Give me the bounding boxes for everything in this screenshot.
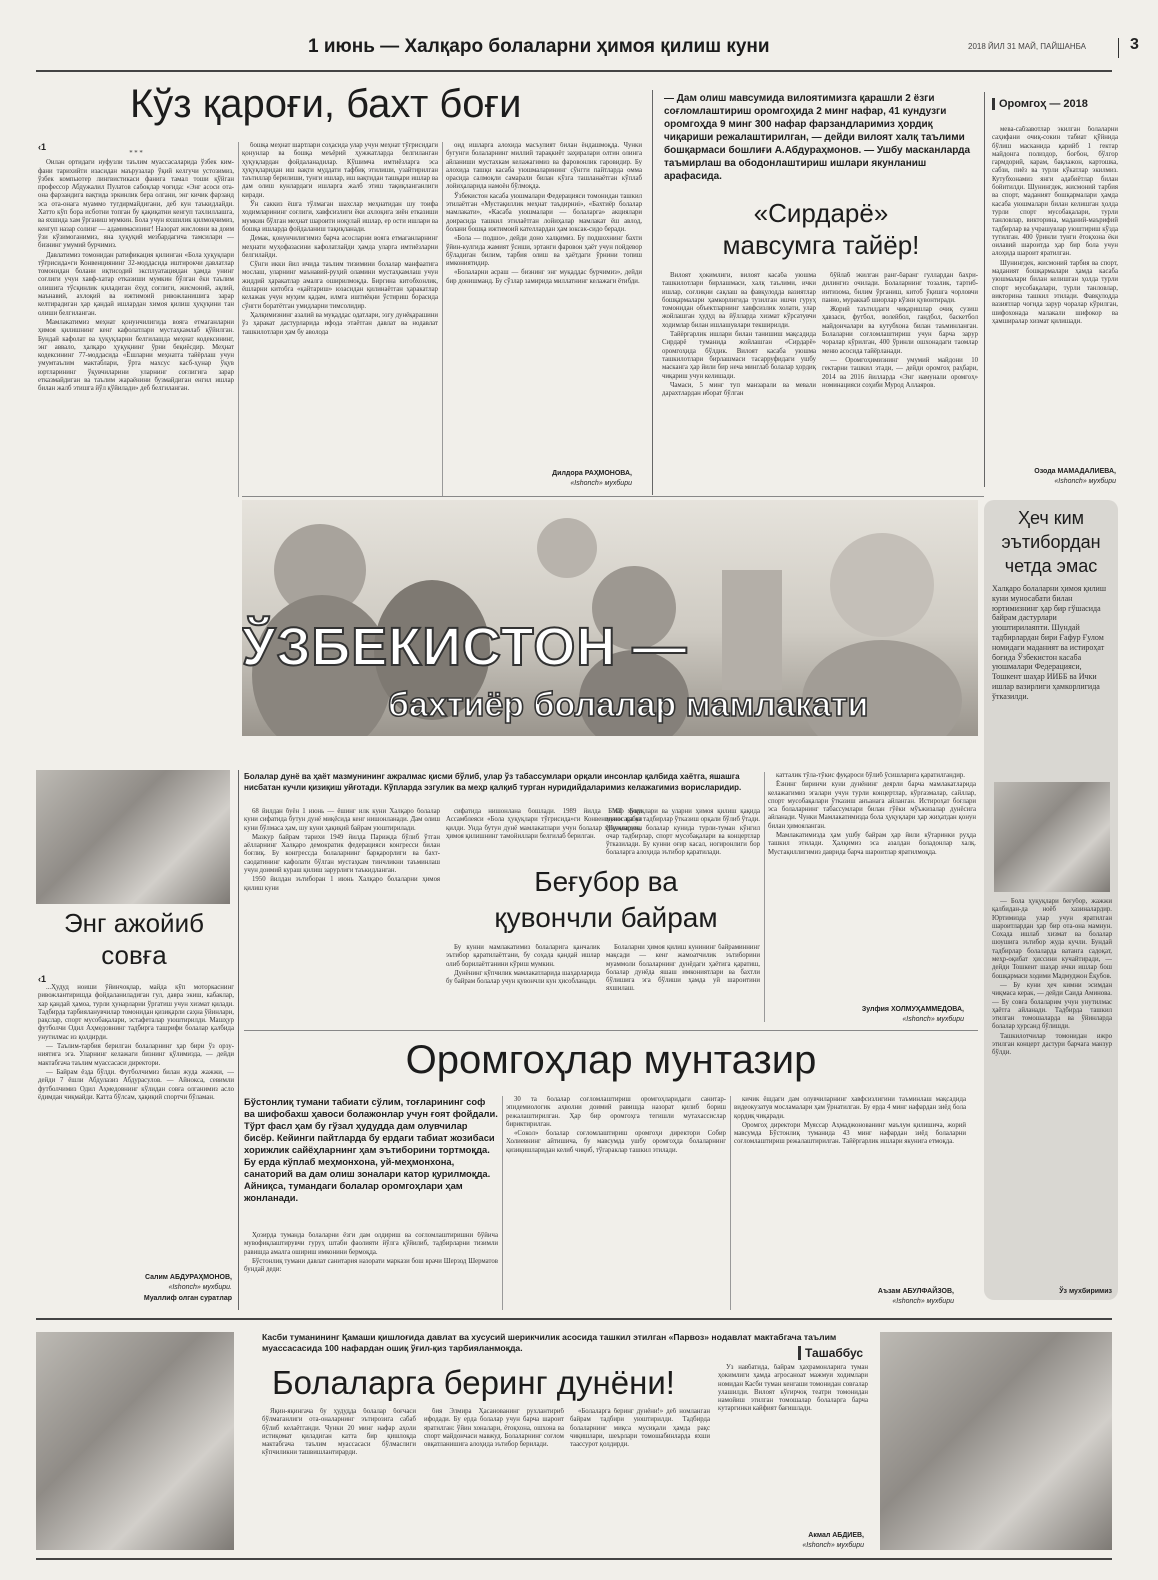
article3-photo-credit: Муаллиф олган суратлар [143, 1295, 232, 1302]
article2-col2 [822, 272, 978, 486]
article1-col2-para: Ўн саккиз ёшга тўлмаган шахслар меҳнатидан шу тоифа ходимларининг соғлиги, хавфсизлиги ёки ахлоқига зиён етказиши мумкин бўлган меҳнат шароити ноқулай ишлар, ер ости ишлари ва бошқа ишларда фойдаланиш тақиқланади. [242, 201, 438, 233]
header-divider [1118, 38, 1119, 58]
article4-col4-para: катталик тўла-тўкис фуқароси бўлиб ўсишларига қаратилгандир. [776, 772, 965, 779]
col-divider [730, 1096, 731, 1310]
article6-col3-para: «Болаларга беринг дунёни!» деб номланган байрам тадбири уюштирилди. Тадбирда болаларнинг миқса мусиқали ҳамда рақс чиқишлари, шеърлари томошабинларда яхши таассурот қолдирди. [570, 1408, 710, 1449]
page-header-date: 2018 ЙИЛ 31 МАЙ, ПАЙШАНБА [968, 42, 1086, 51]
sidebar1-byline: Озода МАМАДАЛИЕВА, [1034, 468, 1116, 475]
article4-col3 [606, 808, 760, 868]
article5-col1-para: Бўстонлиқ тумани давлат санитария назорати маркази бош врачи Шерзод Шерматов бундай деди: [244, 1257, 498, 1274]
article6-title: Болаларга беринг дунёни! [272, 1364, 675, 1401]
col-divider [652, 90, 653, 495]
article3-para: ...Ҳудуд ноиши ўйинчоқлар, майда кўп моторкаснинг ривожлантиришда фойдаланиладиган гул, давра экиш, кабаклар, хар қандай ҳамоа, турли ҳунарларни ўргатиш учун хизмат қилади. Тадбирда тарбияланувчилар томонидан қизиқарли саҳна ўйинлари, рақслар, спорт мусобақалари, эстафеталар уюштирилди. Машҳур футболчи Одил Аҳмедовнинг тадбирга ташрифи болалар қалбида унутилмас из қолдирди. [38, 984, 234, 1041]
article1-col3-para: «Болаларни асраш — бизнинг энг муқаддас бурчимиз», дейди бир донишманд. Бу сўзлар замирида миллатнинг келажаги ётибди. [446, 269, 642, 285]
article2-col1-para: Чамаси, 5 минг туп манзарали ва мевали дарахтлардан иборат бўлган [662, 381, 816, 398]
article6-col4 [718, 1364, 868, 1528]
article1-col1-para: Оилан ортидаги нуфузли таълим муассасаларида ўзбек ким-фани тарихийти изасидан маърузалар ўқий келгучи устозимиз, ўзбек компьютер лингвистикаси фанига тамал тоши қўйган профессор Абдужалил Пулатов сабоқлар чоғида: «Энг асоси ота-она фарзандига вақтида эркинлик бера олгани, энг кичик фарзанд эса ота-онага муаммо тугдирмайдигани, деб кун таъкидлайди. Хатто кўп бора исботни топган бу қақиқатни кенгуп тахлиллашга, ва яхшида хам ўрганиш мумкин. Бола учун яхшилик қилмоқчимиз, кенгуп назар солинг — адамимасизинг! Назорат жисловни ва доим ўзи кўзимоганимиз, яна ҳуқуқий мезбардагича тамсилари — бизнинг умумий бурчимиз. [38, 159, 234, 250]
article1-col3 [446, 142, 642, 470]
article6-col3 [570, 1408, 710, 1548]
sidebar2-para: — Бу куни ҳеч кимни эсимдан чиқмаса керак, — дейди Саида Аминова. — Бу совға болаларим учун унутилмас ҳаётга айланади. Тадбирда ташкил этилган томошаларда ва ўйинларда болалар ҳурсанд бўлишди. [992, 981, 1112, 1031]
article5-col3-para: Оромгоҳ директори Муяссар Аҳмаджонованинг маълум қилишича, жорий мавсумда Бўстонлиқ туманида 43 минг нафардан зиёд болаларни соғломлаштириш режалаштирилган. Тайёргарлик ишлари якунига етмоқда. [734, 1121, 966, 1146]
article3-byline: Салим АБДУРАҲМОНОВ, [145, 1274, 232, 1281]
child-photo [537, 518, 597, 578]
article5-col2-para: 30 та болалар соғломлаштириш оромгоҳларидаги санитар-эпидемиологик аҳволни доимий равишда назорат қилиб бориш режалаштирилган. Ҳар бир оромгоҳга тегишли мутахассислар бириктирилган. [506, 1096, 726, 1128]
article1-col3-para: Ўзбекистон касаба уюшмалари Федерацияси томонидан ташкил этилаётган «Мустақиллик меҳнат таъдирниi», «Бахтиёр болалар мамлакати», «Касаба уюшмалари — болаларга» акциялари доирасида ташкил этилаётган лойиҳалар мамлакат ёш авлод, болани бошқа ижтимоий кателлардан ҳам юксак-сидо беради. [446, 192, 642, 233]
article5-byline-role: «Ishonch» мухбири [892, 1298, 954, 1305]
bottom-section-rule [36, 1318, 1112, 1320]
page-number: 3 [1130, 36, 1139, 53]
banner [242, 500, 978, 736]
article6-photo-left [36, 1332, 234, 1550]
article4-col1-para: 68 йилдан буён 1 июнь — ёшинг илк куни Халқаро болалар куни сифатида бутун дунё миқёсида кенг нишонланади. Дам олиш куни бўлмаса ҳам, шу куни ҳақиқий байрам уюштирилади. [244, 808, 440, 832]
article1-byline-role: «Ishonch» мухбири [570, 480, 632, 487]
article1-col2-para: Сўнги икки йил ичида таълим тизимини болалар манфаатига мослаш, уларнинг маънавий-руҳий оламини мустаҳкамлаш учун жиддий ҳаракатлар амалга оширилмоқда. Биргина китобхонлик, ёшларни китобга «қайтариш» юзасидан қилинаётган ҳаракатлар келажак учун муҳим қадам, илмга иштиёқни ўстириш борасида сўнгги боратётган умидларни тимсолидир. [242, 261, 438, 310]
sidebar1-text [992, 126, 1118, 464]
article3-photo [36, 770, 230, 904]
article3-marker: ‹1 [38, 974, 47, 984]
article1-col1-para: Мамлакатимиз меҳнат қонунчилигида вояга етмаганларни ҳимоя қилишнинг кенг кафолатлари мустаҳкамлаб қўйилган. Бундай кафолат ва ҳуқуқларни белгилашда меҳнат кодексининг, энг аввало, ҳалқаро ҳуқуқнинг ўрни беқиёсдир. Меҳнат кодексининг 77-моддасида «Ёшларни меҳнатга тайёрлаш учун умумтаълим мактаблари, ўрта махсус касб-ҳунар ўқув юртларининг ўқувчиларини уларнинг соғлигига зарар етказмайдиган ва таълим жараёнини бузмайдиган енгил ишлар билан жалб этишга йўл қўйилади» деб белгиланган. [38, 318, 234, 393]
article4-col3-bottom [606, 944, 760, 1018]
article4-title-line2: қувончли байрам [494, 902, 718, 933]
article6-lead: Касби туманининг Қамаши қишлоғида давлат ва хусусий шерикчилик асосида ташкил этилган «Парвоз» нодавлат мактабгача таълим муассасасида 100 нафардан ошиқ ўғил-қиз тарбияланмоқда. [262, 1332, 837, 1353]
article4-col2-bottom [446, 944, 600, 1018]
article4-col1 [244, 808, 440, 1018]
sidebar2-lead-para: Халқаро болаларни ҳимоя қилиш куни муносабати билан юртимизнинг ҳар бир гўшасида байрам дастурлари уюштирилаяпти. Шундай тадбирлардан бири Ғафур Ғулом номидаги маданият ва истироҳат боғида Ўзбекистон касаба уюшмалари Федерацияси, Тошкент шаҳар ИИББ ва Ички ишлар вазирлиги ҳамкорлигида ўтказилди. [992, 584, 1106, 701]
article5-title: Оромгоҳлар мунтазир [405, 1038, 817, 1082]
sidebar2-title-line3: четда эмас [1004, 556, 1098, 576]
banner-subtitle: бахтиёр болалар мамлакати [388, 686, 869, 724]
article1-col2-para: Демак, қонунчилигимиз барча асосларни вояга етмаганларнинг меҳнати муҳофазасини кафолатлайди ҳамда уларга имтиёзларни белгилайди. [242, 235, 438, 259]
article4-col3-para: лар ҳуқуқлари ва уларни ҳимоя қилиш қақида муносара ва тадбирлар ўтказиш орқали бўлиб ўтади. Шунингдек, болалар кунида турли-туман кўнгил очар тадбирлар, спорт мусобақалари ва концертлар ўтказилади. Бу кунни оғир касал, ногиронлиги бор болаларга алоҳида эътибор қаратилади. [606, 808, 760, 857]
col-divider [764, 772, 765, 1022]
article4-col2-para: Бу кунни мамлакатимиз болаларига қанчалик эътибор қаратилаётгани, бу соҳада қандай ишлар олиб борилаётганини кўриш мумкин. [446, 944, 600, 968]
article1-title: Кўз қароғи, бахт боғи [130, 82, 522, 126]
article4-col2-para: сифатида нишонлана бошлади. 1989 йилда БМТ Бош Ассамблеяси «Бола ҳуқуқлари тўғрисида»ги Конвенцияни қабул қилди. Унда бутун дунё мамлакатлари учун болалар ҳуқуқларини ҳимоя қилишнинг тамойиллари белгилаб берилган. [446, 808, 642, 840]
sidebar2-byline: Ўз мухбиримиз [1059, 1288, 1112, 1295]
article2-col1-para: Вилоят ҳокимлиги, вилоят касаба уюшма ташкилотлари бирлашмаси, халқ таълими, ички ишлар, соғлиқни сақлаш ва фавқулодда вазиятлар бошқармалари ҳамкорлигида тузилган ишчи гуруҳ томонидан объектларнинг хавфсизлик холати, улар жойлашган ҳудуд ва йўлларда хизмат кўрсатувчи ходимлар билан ишлашувлари текширилди. [662, 272, 816, 329]
section-rule [244, 1030, 978, 1031]
article6-col4-para: Ўз навбатида, байрам ҳахрамонларига туман ҳокимлиги ҳамда агросаноат мажмуи ходимлари номидан Касби туман кенгаши томонидан совғалар улашилди. Вилоят кўғирчоқ театри томонидан намойиш этилган томошалар болаларга барча кутаргинки кайфият бағишлади. [718, 1364, 868, 1413]
article5-col2-para: «Сокол» болалар соғломлаштириш оромгоҳи директори Собир Холиевнинг айтишича, бу мавсумда ушбу оромгоҳда болаларнинг қизиқишларидан келиб чиқиб, тўгараклар ташкил этилади. [506, 1130, 726, 1154]
article6-tag: Ташаббус [798, 1346, 863, 1360]
page-bottom-rule [36, 1558, 1112, 1560]
article2-col2-para: Жорий таътилдаги чиқаришлар очиқ сузиш ҳавзаси, футбол, волейбол, гандбол, баскетбол майдончалари ва кутубхона билан таъминланган. Болаларни соғломлаштириш учун барча зарур чоралар кўрилган, 400 ўринли ошхонадаги таомлар меню асосида тайёрланади. [822, 306, 978, 355]
article1-marker: ‹1 [38, 142, 47, 152]
article4-col4-para: Мамлакатимизда ҳам ушбу байрам ҳар йили кўтаринки руҳда ташкил этилади. Ҳалқимиз эса азалдан боладонлар халқ. Мустақиллигимиз даврида барча шароитлар яратилмоқда. [768, 832, 976, 856]
article4-col3-para: Болаларни ҳимоя қилиш кунининг байраминнинг мақсади — кенг жамоатчилик эътиборини муаммоли болаларнинг дунёдаги ҳаётига қаратиш, болалар дунёда яшаш имкониятлари ва бахтли бўлишига эга бўлиши ҳамда уй шароитини яхшилаш. [606, 944, 760, 993]
article6-byline: Акмал АБДИЕВ, [808, 1532, 864, 1539]
sidebar2-text [992, 898, 1112, 1284]
sidebar2-title-line1: Ҳеч ким [1017, 508, 1085, 528]
article1-col3-para: оид ишларга алохида масъулият билан ёндашмоқда. Чунки бугунги болаларнинг миллий тарақкиёт заҳиралари олтин олинга айланиши мустахкам келажагимиз ва фаровонлик гаровидир. Бу алохида ташқи касаба уюшмаларининг сўнгги пайтларда оммa орасида салмоқли самарали билан кўзга ташланаётган кўплаб лойиҳаларида намоён бўлмоқда. [446, 142, 642, 191]
article1-byline: Дилдора РАҲМОНОВА, [552, 470, 632, 477]
article6-photo-right [880, 1332, 1112, 1550]
article4-col1-para: Мазкур байрам тарихи 1949 йилда Парижда бўлиб ўтган аёлларнинг Халқаро демократик федерацияси конгресси билан боғлиқ. Бу конгрессда болаларнинг барқарорлиги ва бахт-саодатининг кафолати бўлган мустаҳкам тинчликни таъминлаш учун доимий кураш қилиш зарурлиги таъкидланган. [244, 833, 440, 875]
article5-col2 [506, 1096, 726, 1310]
article2-title-line2: мавсумга тайёр! [722, 230, 920, 260]
article4-byline-role: «Ishonch» мухбири [902, 1016, 964, 1023]
article4-col2-para: Дунёнинг кўпчилик мамлакатларида шаҳарларида бу байрам болалар учун қувончли кун ҳисобланади. [446, 969, 600, 986]
sidebar2-title-line2: эътибордан [1001, 532, 1101, 552]
sidebar2-para: — Бола ҳуқуқлари беғубор, жажжи қалбидан-да ноёб хазиналардир. Юртимизда улар учун яратилган шароитлардан ҳар бир ота-она мамнун. Сохада ишлаб хизмат ва болалар шоушига эътибор жуда кучли. Бундай тадбирлар болаларда ватанга садоқат, меҳр-оқибат ҳиссини кучайтиради, — дейди Тошкент шаҳар ички ишлар бош бошқармаси ходими Мадмуджон Ёқубов. [992, 898, 1112, 980]
article5-col1 [244, 1232, 498, 1310]
article3-title-line2: совға [101, 940, 167, 970]
col-divider [238, 770, 239, 1310]
background-photo [722, 570, 782, 690]
article5-lead: Бўстонлиқ тумани табиати сўлим, тоғларининг соф ва шифобахш ҳавоси болажонлар учун ғоят фойдали. Тўрт фасл ҳам бу гўзал ҳудудда дам олувчилар бисёр. Кейинги пайтларда бу ердаги табиат жозибаси хорижлик сайёҳларнинг ҳам эътиборини тортмоқда. Бу ерда кўплаб меҳмонхона, уй-меҳмонхона, санаторий ва дам олиш зоналари катор қурилмоқда. Айниқса, тумандаги болалар оромгоҳлари ҳам жонланади. [244, 1096, 498, 1203]
article3-text [38, 984, 234, 1274]
col-divider [502, 1096, 503, 1310]
article3-title-line1: Энг ажойиб [63, 908, 204, 938]
sidebar2-photo [994, 782, 1110, 892]
page-header-title: 1 июнь — Халқаро болаларни ҳимоя қилиш куни [308, 36, 770, 57]
article1-stars: * * * [129, 150, 143, 157]
article4-byline: Зулфия ХОЛМУҲАММЕДОВА, [861, 1006, 964, 1013]
child-photo [830, 533, 934, 637]
article6-col1 [262, 1408, 416, 1548]
banner-title: ЎЗБЕКИСТОН — [242, 617, 688, 677]
col-divider [442, 142, 443, 497]
article5-col1-para: Ҳозирда туманда болаларни ёзги дам олдириш ва соғломлаштиришни бўйича мувофиқлаштирувчи гуруҳ штаби фаолияти йўлга қўйилиб, тадбирларни тизимли равишда амалга ошириш имконини бермоқда. [244, 1232, 498, 1256]
article2-col2-para: бўйлаб экилган ранг-баранг гуллардан бахри-дилингиз очилади. Болаларнинг тозалик, тартиб-интизома, билим ўрганиш, китоб ўқишга чорловчи панно, мураккаб шиорлар кўзни қувонтиради. [822, 272, 978, 304]
article3-para: — Байрам ёзда бўлди. Футболчимиз билан жуда жажжи, — дейди 7 ёшли Абдулазиз Абдурасулов. — Айнокса, севимли футболчимиз Одил Аҳмедовнинг кўлидан совға олганимиз асло ёдимдан чиқмайди. Катта бўлсам, ҳақиқий спортчи бўламан. [38, 1068, 234, 1101]
article1-col2-para: Ҳалқимизнинг азалий ва муқаддас одатлари, эзгу дунёқарашини ўз ҳаракат дастурларида ифода этаётган давлат ва нодавлат ташкилотлари ҳам бу аволода [242, 311, 438, 336]
article6-col1-para: Яқин-яқингача бу ҳудудда болалар боғчаси бўлмаганлиги ота-оналарнинг эътирозига сабаб бўлиб келаётганди. Чунки 20 минг нафар аҳоли истиқомат қиладиган катта бир қишлоқда мактабгача таълим муассасаси бўлмаслиги кўпчиликни ташвишлантирарди. [262, 1408, 416, 1457]
article6-col2 [424, 1408, 564, 1548]
article1-col2-para: бошқа меҳнат шартлари соҳасида улар учун меҳнат тўғрисидаги қонунлар ва бошқа меъёрий ҳужжатларда белгиланган ҳуқуқлардан фойдаланадилар. Кўшимча имтиёзларга эса ҳуқуқларидан иш вақти муддати тафбиқ этилиши, узайтирилган таътиллар берилиши, тунги ишлар, иш вақтидан ташқари ишлар ва дам олиш кунлардаги ишларга жалб этиш тақиқланганлиги киради. [242, 142, 438, 199]
article4-col4 [768, 772, 976, 1002]
article3-byline-role: «Ishonch» мухбири. [168, 1284, 232, 1291]
article3-para: — Таълим-тарбия берилган болаларнинг ҳар бири ўз орзу-ниятига эга. Уларнинг келажаги бизнинг қўлимизда, — дейди мактабгача таълим муассасаси директори. [38, 1043, 234, 1067]
article2-col2-para: — Оромгоҳимизнинг умумий майдони 10 гектарни ташкил этади, — дейди оромгоҳ раҳбари, 2014 ва 2016 йилларда «Энг намунали оромгоҳ» номинацияси соҳиби Мурод Аллаяров. [822, 356, 978, 389]
sidebar1-para: мева-сабзавотлар экилган болаларни саҳифани очиқ-сокин табиат қўйнида бўлиш масканида қарийб 1 гектар майдонга полиздор, боғбон, бўлгор гармдорий, карам, бақлажон, картошка, сабзи, пиёз ва турли кўкатлар экилмиз. Кутубхонамиз янги адабиётлар билан бойитилди. Шунингдек, жисмоний тарбия ва спорт, маданият бошқармалари ҳамда касаба уюшмалари билан келишган ҳолда турли спорт мусобақалари, турли танловлар, викторина, маданий-маърифий тадбирлар ва учрашувлар уюштириш кўзда тутилган. 400 ўринли тунги ётоқхона ёки оилавий шароитда ҳар бир бола учун алоҳида шароит яратилган. [992, 126, 1118, 258]
article2-col1-para: Тайёргарлик ишлари билан танишиш мақсадида Сирдарё туманида жойлашган «Сирдарё» оромгоҳида бўлдик. Вилоят касаба уюшма ташкилотлари бирлашмаси тасарруфидаги ушбу масканга ҳар йили бир неча минглаб болалар ҳордиқ чиқариш учун келишади. [662, 331, 816, 380]
article4-title-line1: Беғубор ва [534, 866, 678, 897]
article5-col3 [734, 1096, 966, 1282]
sidebar2-para: Ташкилотчилар томонидан ижро этилган концерт дастури барчага манзур бўлди. [992, 1032, 1112, 1057]
sidebar2-lead [992, 584, 1112, 780]
article1-col1-para: Давлатимиз томонидан ратификация қилинган «Бола ҳуқуқлари тўғрисида»ги Конвенциянинг 32-моддасида иштирокчи давлатлар томонидан болани иқтисодий эксплуатациядан ҳамда унинг соғлиги учун хавф-хатар етказиши мумкин бўлган ёки таълим олишига тўсқинлик қиладиган ёхуд соғлиги, жисмоний, ақлий, маънавий, ахлоқий ва ижтимоий ривожланишига зарар келтирадиган ҳар қандай ишлардан химоя қилиш ҳуқуқини тан олиши белгиланган. [38, 251, 234, 317]
article2-title-line1: «Сирдарё» [753, 198, 889, 228]
article1-col3-para: «Бола — подшо», дейди доно халқимиз. Бу подшохнинг бахти ўйин-кулгида жамият ўсиши, эртанги фаровон ҳаёт учун пойдевор бўладиган билим, тарбия олиш ва ҳаётдаги ўрнини топиш имкониятидир. [446, 235, 642, 268]
header-rule [36, 70, 1112, 72]
sidebar1-para: Шунингдек, жисмоний тарбия ва спорт, маданият бошқармалари ҳамда касаба уюшмалари билан келишган ҳолда турли спорт мусобақалари, турли танловлар, викторина ташкил этилади. Фавқулодда вазиятлар чоғида зарур чоралар кўрилган, шифохонада малакали шифокор ва ҳамширалар хизмат қилишади. [992, 259, 1118, 325]
article1-col1 [38, 150, 234, 732]
article5-col3-para: кичик ёшдаги дам олувчиларнинг хавфсизлигини таъминлаш мақсадида видеокузатув мосламалари ҳам ўрнатилган. Бу ерда 4 минг нафардан зиёд бола қордиқ чиқаради. [734, 1096, 966, 1120]
section-rule [242, 496, 984, 497]
article4-col1-para: 1950 йилдан эътиборан 1 июнь Халқаро болаларни ҳимоя қилиш куни [244, 876, 440, 892]
col-divider [984, 92, 985, 487]
col-divider [238, 142, 239, 497]
article6-byline-role: «Ishonch» мухбири [802, 1542, 864, 1549]
article6-col2-para: бия Элмира Ҳасанованинг рухлантириб ифодади. Бу ерда болалар учун барча шароит яратилган: ўйин хоналари, ётоқхона, ошхона ва спорт майдончаси мавжуд. Болаларнинг соғлом овқатланишига алоҳида эътибор берилади. [424, 1408, 564, 1449]
article4-col4-para: Ёзнинг биринчи куни дунёнинг деярли барча мамлакатларида келажагимиз эгалари учун турли концертлар, кўргазмалар, сайллар, спорт мусобақалари ўтказиш анъанага айланган. Истироҳат боғлари эса болаларнинг табассумлари билан гўёки мўъжизалар дунёсига айланади. Чунки Мамлакатимизда бола ҳуқуқлари ҳар жиҳатдан қонун билан ҳимояланган. [768, 781, 976, 830]
article2-col1 [662, 272, 816, 486]
sidebar1-tag: Оромгоҳ — 2018 [992, 98, 1088, 110]
article2-lead: — Дам олиш мавсумида вилоятимизга қарашли 2 ёзги соғломлаштириш оромгоҳида 2 минг нафар, 41 кундузги оромгоҳда 9 минг 300 нафар фарзандларимиз ҳордиқ чиқариши режалаштирилган, — дейди вилоят халқ таълими бошқармаси бошлиғи А.Абдураҳмонов. — Ушбу масканларда таъмирлаш ва ободонлаштириш ишлари якунланиш арафасида. [664, 93, 971, 182]
article1-col2 [242, 142, 438, 498]
sidebar1-byline-role: «Ishonch» мухбири [1054, 478, 1116, 485]
article5-byline: Аъзам АБУЛФАЙЗОВ, [877, 1288, 954, 1295]
article4-lead: Болалар дунё ва ҳаёт мазмунининг ажралмас қисми бўлиб, улар ўз табассумлари орқали инсонлар қалбида хаётга, яшашга нисбатан кучли қизиқиш уйғотади. Кўпларда эзгулик ва меҳр қалқиб турган нуридийдаларимиз келажагимиз ворисларидир. [244, 772, 742, 792]
